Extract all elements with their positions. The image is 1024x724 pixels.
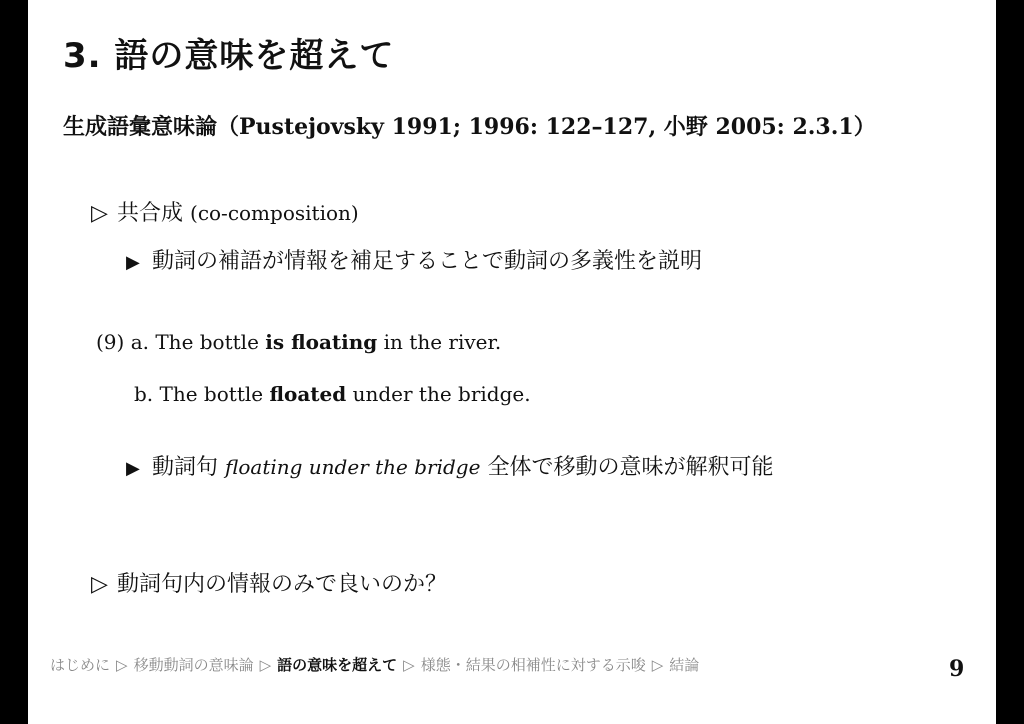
- bullet-co-composition: [91, 196, 359, 227]
- bullet-question-text: 動詞句内の情報のみで良いのか？: [117, 572, 448, 597]
- example-number: (9): [96, 330, 125, 354]
- sub-bullet-interpretation: [126, 450, 773, 481]
- example-a-bold: is floating: [265, 330, 378, 354]
- nav-separator-icon: ▷: [116, 656, 128, 674]
- page-number: 9: [949, 656, 965, 682]
- heading-ref2: 2005: 2.3.1: [707, 114, 854, 140]
- nav-item-complementarity[interactable]: 様態・結果の相補性に対する示唆: [420, 656, 646, 674]
- footer-navigation: [50, 654, 699, 675]
- sub2-italic: floating under the bridge: [225, 455, 481, 479]
- example-b-suffix: under the bridge.: [346, 382, 531, 406]
- solid-triangle-icon: ▶: [126, 252, 140, 273]
- example-b-bold: floated: [269, 382, 347, 406]
- example-a: [96, 330, 501, 354]
- nav-item-motion-verbs[interactable]: 移動動詞の意味論: [133, 656, 254, 674]
- sub2-post: 全体で移動の意味が解釈可能: [487, 455, 774, 480]
- heading-ref: Pustejovsky 1991; 1996: 122–127,: [239, 114, 664, 140]
- sub-bullet-text: 動詞の補語が情報を補足することで動詞の多義性を説明: [152, 249, 703, 274]
- heading-close: ）: [853, 115, 876, 140]
- slide: [28, 0, 996, 724]
- bullet-question: [91, 567, 447, 598]
- nav-separator-icon: ▷: [403, 656, 415, 674]
- example-a-prefix: a. The bottle: [130, 330, 266, 354]
- example-b: [134, 382, 531, 406]
- sub2-pre: 動詞句: [152, 455, 219, 480]
- open-triangle-icon: ▷: [91, 201, 108, 226]
- solid-triangle-icon: ▶: [126, 458, 140, 479]
- example-b-prefix: b. The bottle: [134, 382, 270, 406]
- bullet-paren: (co-composition): [190, 201, 359, 225]
- section-heading: [63, 110, 876, 141]
- slide-title: 3. 語の意味を超えて: [63, 36, 395, 76]
- nav-separator-icon: ▷: [259, 656, 272, 674]
- heading-author: 小野: [663, 115, 708, 140]
- heading-main: 生成語彙意味論（: [63, 115, 240, 140]
- nav-item-conclusion[interactable]: 結論: [669, 656, 700, 674]
- sub-bullet-explanation: [126, 244, 702, 275]
- bullet-label: 共合成: [117, 201, 184, 226]
- open-triangle-icon: ▷: [91, 572, 108, 597]
- nav-item-intro[interactable]: はじめに: [50, 656, 111, 674]
- nav-item-beyond-word[interactable]: 語の意味を超えて: [277, 656, 398, 674]
- nav-separator-icon: ▷: [651, 656, 664, 674]
- example-a-suffix: in the river.: [377, 330, 502, 354]
